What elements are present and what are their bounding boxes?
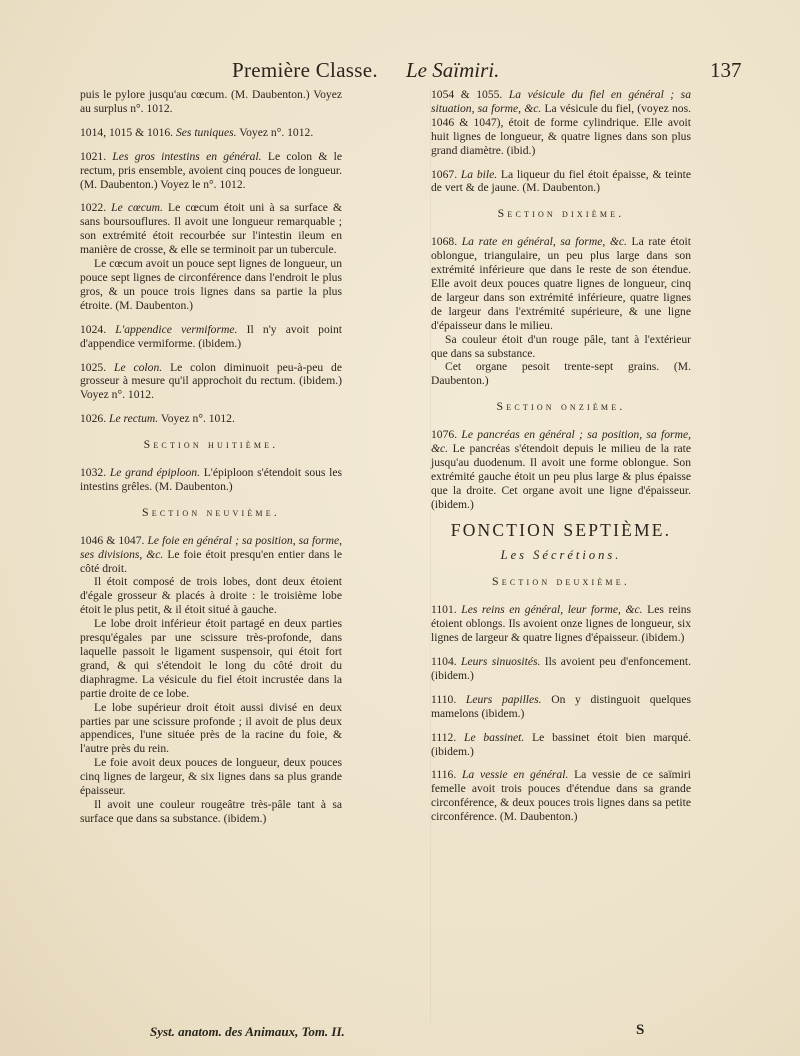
- article-number: 1112.: [431, 730, 457, 744]
- article-number: 1021.: [80, 149, 107, 163]
- article-title: La bile.: [460, 167, 498, 181]
- animal-title: Le Saïmiri.: [406, 58, 500, 82]
- article-entry: [431, 88, 691, 158]
- article-entry: [80, 323, 342, 351]
- article-text: L'épiploon s'étendoit sous les intestins grêles. (M. Daubenton.): [80, 466, 343, 493]
- article-title: L'appendice vermiforme.: [115, 322, 238, 336]
- article-entry: [431, 693, 691, 721]
- paragraph: Il étoit composé de trois lobes, dont deux étoient d'égale grosseur & placés à droite : le troisième lobe étoit le plus petit, & il étoit situé à gauche.: [80, 575, 342, 617]
- article-text: Voyez n°. 1012.: [160, 412, 235, 426]
- article-number: 1046 & 1047.: [80, 533, 145, 547]
- section-heading: Section onzième.: [496, 399, 626, 414]
- paragraph: puis le pylore jusqu'au cœcum. (M. Daubenton.) Voyez au surplus n°. 1012.: [80, 88, 342, 115]
- article-text: Il n'y avoit point d'appendice vermiforme. (ibidem.): [80, 322, 342, 350]
- article-text: Le colon & le rectum, pris ensemble, avoient cinq pouces de longueur. (M. Daubenton.) Voyez le n°. 1012.: [80, 149, 342, 191]
- article-text: Voyez n°. 1012.: [239, 125, 314, 139]
- page-header: [0, 58, 800, 88]
- page-number: 137: [710, 58, 742, 82]
- article-text: Le colon diminuoit peu-à-peu de grosseur à mesure qu'il approchoit du rectum. (ibidem.) Voyez n°. 1012.: [80, 360, 343, 402]
- article-text: Les reins étoient oblongs. Ils avoient onze lignes de longueur, six lignes de largeur & quatre lignes d'épaisseur. (ibidem.): [431, 603, 691, 645]
- article-number: 1116.: [431, 768, 457, 782]
- article-text: La vésicule du fiel, (voyez nos. 1046 & 1047), étoit de forme cylindrique. Elle avoit huit lignes de longueur, & quatre lignes dans son plus grand diamètre. (ibid.): [431, 101, 691, 157]
- article-text: La vessie de ce saïmiri femelle avoit trois pouces d'étendue dans sa grande circonférence, & deux pouces trois lignes dans sa petite circonférence. (M. Daubenton.): [431, 768, 691, 824]
- paragraph: Le lobe droit inférieur étoit partagé en deux parties presqu'égales par une scissure très-profonde, dans laquelle passoit le ligament suspensoir, qui étoit fort grand, & qui s'étendoit le long du côté droit du diaphragme. La vésicule du fiel étoit incrustée dans la partie droite de ce lobe.: [80, 617, 342, 700]
- paragraph: Il avoit une couleur rougeâtre très-pâle tant à sa surface que dans sa substance. (ibidem.): [80, 797, 342, 825]
- article-entry: [80, 412, 342, 426]
- article-text: Le foie étoit presqu'en entier dans le côté droit.: [80, 547, 343, 575]
- article-entry: [431, 768, 691, 824]
- article-entry: [431, 731, 691, 759]
- article-number: 1067.: [431, 167, 458, 181]
- section-heading: Section huitième.: [143, 437, 279, 452]
- class-title: Première Classe.: [232, 58, 378, 82]
- article-entry: [80, 201, 342, 257]
- article-title: Le rectum.: [109, 412, 159, 426]
- running-title: Syst. anatom. des Animaux, Tom. II.: [150, 1024, 345, 1039]
- article-title: Les gros intestins en général.: [112, 149, 262, 163]
- section-heading: Section dixième.: [497, 206, 625, 221]
- article-number: 1110.: [431, 692, 457, 706]
- right-column: [431, 88, 691, 834]
- section-heading: Section neuvième.: [142, 504, 280, 519]
- article-title: Ses tuniques.: [175, 125, 237, 139]
- article-title: Le cœcum.: [111, 201, 163, 215]
- article-entry: [80, 126, 342, 140]
- article-text: Le bassinet étoit bien marqué. (ibidem.): [431, 730, 691, 758]
- article-title: Leurs papilles.: [465, 692, 542, 706]
- article-title: La rate en général, sa forme, &c.: [461, 235, 627, 249]
- article-entry: [431, 235, 691, 332]
- article-entry: [431, 603, 691, 645]
- left-column: [80, 88, 342, 836]
- article-number: 1101.: [431, 603, 457, 617]
- article-title: La vessie en général.: [461, 768, 569, 782]
- paragraph: Le foie avoit deux pouces de longueur, deux pouces cinq lignes de largeur, & six lignes dans sa plus grande épaisseur.: [80, 756, 342, 798]
- article-text: Le pancréas s'étendoit depuis le milieu de la rate jusqu'au duodenum. Il avoit une forme oblongue. Son extrémité gauche étoit un peu plus large & plus épaisse que la droite. Cet organe avoit une ligne d'épaisseur. (ibidem.): [431, 442, 691, 511]
- signature-mark: S: [636, 1022, 645, 1038]
- article-number: 1026.: [80, 412, 107, 426]
- article-entry: [80, 150, 342, 192]
- section-heading: Section deuxième.: [492, 574, 630, 589]
- article-text: Le cœcum étoit uni à sa surface & sans boursouflures. Il avoit une longueur remarquable ; son extrémité étoit recourbée sur l'intestin ileum en manière de crosse, & elle se terminoit par un tubercule.: [80, 201, 342, 257]
- article-entry: [80, 466, 342, 494]
- article-title: Leurs sinuosités.: [461, 655, 541, 668]
- article-entry: [431, 655, 691, 683]
- article-text: Ils avoient peu d'enfoncement. (ibidem.): [431, 655, 691, 682]
- article-text: La liqueur du fiel étoit épaisse, & teinte de vert & de jaune. (M. Daubenton.): [431, 167, 691, 195]
- article-title: Le colon.: [114, 360, 163, 374]
- article-text: On y distinguoit quelques mamelons (ibidem.): [431, 692, 691, 720]
- article-number: 1032.: [80, 466, 107, 480]
- article-entry: [80, 534, 342, 576]
- subheading: Les Sécrétions.: [500, 548, 622, 563]
- article-text: La rate étoit oblongue, triangulaire, un peu plus large dans son extrémité inférieure que dans le reste de son étendue. Elle avoit deux pouces quatre lignes de longueur, cinq de largeur dans son extrémité inférieure, quatre lignes de largeur dans l'extrémité supérieure, & une ligne d'épaisseur dans le milieu.: [431, 235, 691, 332]
- paragraph: Le lobe supérieur droit étoit aussi divisé en deux parties par une scissure profonde ; il avoit de plus deux appendices, l'une située près de la racine du foie, & l'autre près du rein.: [80, 700, 342, 756]
- article-title: Le grand épiploon.: [109, 466, 200, 480]
- article-number: 1054 & 1055.: [431, 88, 503, 101]
- article-number: 1022.: [80, 201, 107, 215]
- article-number: 1068.: [431, 235, 458, 249]
- article-number: 1025.: [80, 360, 107, 374]
- paragraph: Le cœcum avoit un pouce sept lignes de longueur, un pouce sept lignes de circonférence dans l'endroit le plus gros, & un pouce trois lignes dans sa partie la plus étroite. (M. Daubenton.): [80, 257, 342, 312]
- paragraph: Cet organe pesoit trente-sept grains. (M. Daubenton.): [431, 360, 691, 388]
- article-entry: [431, 428, 691, 511]
- paragraph: Sa couleur étoit d'un rouge pâle, tant à l'extérieur que dans sa substance.: [431, 332, 691, 360]
- article-number: 1104.: [431, 655, 457, 668]
- article-title: La vésicule du fiel en général ; sa situation, sa forme, &c.: [431, 88, 691, 115]
- article-title: Le bassinet.: [464, 730, 525, 744]
- article-title: Le pancréas en général ; sa position, sa forme, &c.: [431, 428, 691, 456]
- article-entry: [80, 361, 342, 403]
- article-number: 1024.: [80, 322, 107, 336]
- article-entry: [431, 168, 691, 196]
- article-number: 1076.: [431, 428, 458, 442]
- article-title: Les reins en général, leur forme, &c.: [461, 603, 643, 617]
- article-number: 1014, 1015 & 1016.: [80, 125, 174, 139]
- fonction-heading: FONCTION SEPTIÈME.: [450, 519, 672, 540]
- article-title: Le foie en général ; sa position, sa forme, ses divisions, &c.: [80, 533, 342, 561]
